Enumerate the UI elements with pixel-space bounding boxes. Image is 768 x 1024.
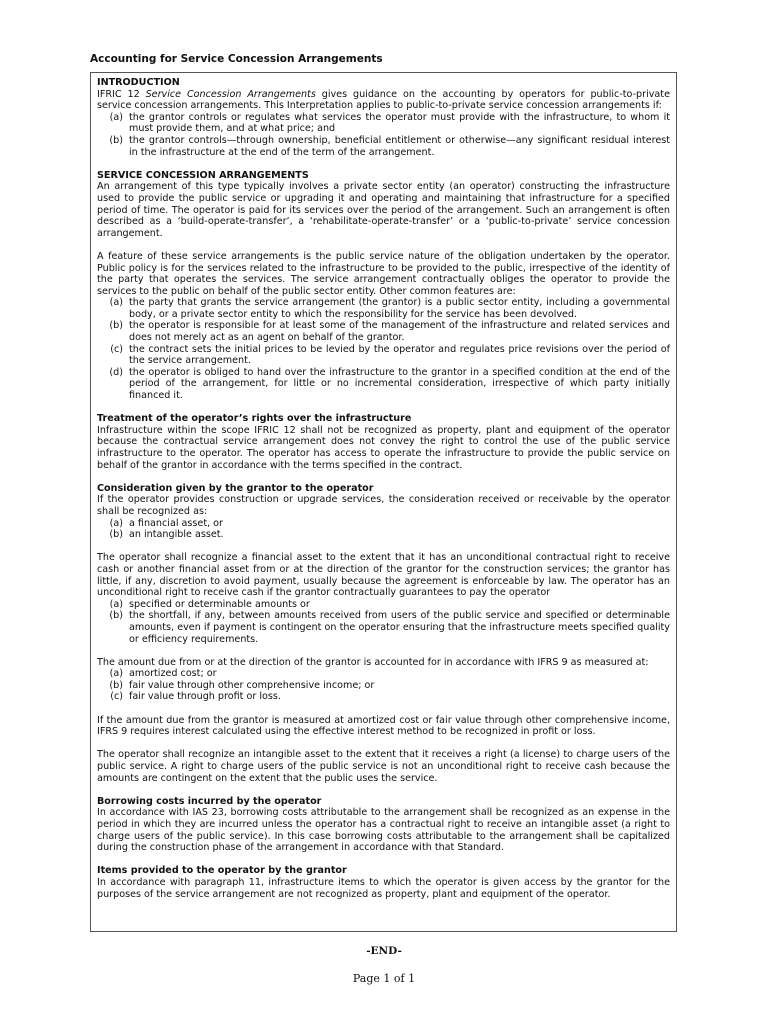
consideration-list-3 <box>97 668 670 703</box>
document-body <box>97 77 670 900</box>
document-title: Accounting for Service Concession Arrangements <box>90 53 383 65</box>
list-item: (b) fair value through other comprehensive income; or <box>109 679 375 691</box>
section-heading-consideration: Consideration given by the grantor to the operator <box>97 482 374 494</box>
intro-rest: gives guidance on the accounting by operators for public-to-private service concession arrangements. This Interpretation applies to public-to-private service concession arrangements if: <box>97 88 670 112</box>
consideration-list-2 <box>97 599 670 645</box>
list-item: (a) amortized cost; or <box>109 668 217 680</box>
list-item: (b) the grantor controls—through ownership, beneficial entitlement or otherwise—any significant residual interest in the infrastructure at the end of the term of the arrangement. <box>109 134 670 158</box>
list-item: (b) an intangible asset. <box>109 529 224 541</box>
list-item: (d) the operator is obliged to hand over the infrastructure to the grantor in a specified condition at the end of the period of the arrangement, for little or no incremental consideration, irrespective of which party initially financed it. <box>109 366 670 402</box>
sca-paragraph-1: An arrangement of this type typically involves a private sector entity (an operator) constructing the infrastructure used to provide the public service or upgrading it and operating and maintaining that infrastructure for a specified period of time. The operator is paid for its services over the period of the arrangement. Such an arrangement is often described as a ‘build-operate-transfer’, a ‘rehabilitate-operate-transfer’ or a ‘public-to-private’ service concession arrangement. <box>97 181 670 239</box>
list-item: (a) the party that grants the service arrangement (the grantor) is a public sector entity, including a governmental body, or a private sector entity to which the responsibility for the service has been devolved. <box>109 297 670 320</box>
consideration-paragraph-3: The amount due from or at the direction of the grantor is accounted for in accordance with IFRS 9 as measured at: <box>97 656 649 668</box>
intro-list <box>97 112 670 158</box>
section-heading-treatment: Treatment of the operator’s rights over the infrastructure <box>97 413 412 425</box>
consideration-paragraph-4: If the amount due from the grantor is measured at amortized cost or fair value through other comprehensive income, IFRS 9 requires interest calculated using the effective interest method to be recognized in profit or loss. <box>97 714 670 738</box>
list-item: (a) specified or determinable amounts or <box>109 598 310 610</box>
sca-list <box>97 297 670 401</box>
list-item: (a) the grantor controls or regulates what services the operator must provide with the infrastructure, to whom it must provide them, and at what price; and <box>109 111 670 135</box>
list-item: (a) a financial asset, or <box>109 517 223 529</box>
intro-ref: IFRIC 12 <box>97 88 140 100</box>
list-item: (b) the operator is responsible for at least some of the management of the infrastructure and related services and does not merely act as an agent on behalf of the grantor. <box>109 320 670 344</box>
consideration-paragraph-5: The operator shall recognize an intangible asset to the extent that it receives a right (a license) to charge users of the public service. A right to charge users of the public service is not an unconditional right to receive cash because the amounts are contingent on the extent that the public uses the service. <box>97 749 670 784</box>
list-item: (c) the contract sets the initial prices to be levied by the operator and regulates price revisions over the period of the service arrangement. <box>110 343 670 367</box>
sca-paragraph-2: A feature of these service arrangements is the public service nature of the obligation undertaken by the operator. Public policy is for the services related to the infrastructure to be provided to the public, irrespective of the identity of the party that operates the services. The service arrangement contractually obliges the operator to provide the services to the public on behalf of the public sector entity. Other common features are: <box>97 250 670 297</box>
consideration-paragraph-1: If the operator provides construction or upgrade services, the consideration received or receivable by the operator shall be recognized as: <box>97 494 670 517</box>
intro-paragraph <box>97 89 670 112</box>
list-item: (c) fair value through profit or loss. <box>110 691 281 703</box>
content-frame <box>90 72 677 932</box>
intro-italic-title: Service Concession Arrangements <box>145 88 316 100</box>
page-number: Page 1 of 1 <box>352 972 416 985</box>
consideration-paragraph-2: The operator shall recognize a financial asset to the extent that it has an unconditional contractual right to receive cash or another financial asset from or at the direction of the grantor for the construction services; the grantor has little, if any, discretion to avoid payment, usually because the agreement is enforceable by law. The operator has an unconditional right to receive cash if the grantor contractually guarantees to pay the operator <box>97 552 670 599</box>
section-heading-items-provided: Items provided to the operator by the grantor <box>97 865 347 877</box>
consideration-list-1 <box>97 518 670 541</box>
borrowing-paragraph: In accordance with IAS 23, borrowing costs attributable to the arrangement shall be recognized as an expense in the period in which they are incurred unless the operator has a contractual right to receive an intangible asset (a right to charge users of the public service). In this case borrowing costs attributable to the arrangement shall be capitalized during the construction phase of the arrangement in accordance with that Standard. <box>97 807 670 854</box>
section-heading-introduction: INTRODUCTION <box>97 77 180 88</box>
items-provided-paragraph: In accordance with paragraph 11, infrastructure items to which the operator is given access by the grantor for the purposes of the service arrangement are not recognized as property, plant and equipment of the operator. <box>97 876 670 900</box>
treatment-paragraph: Infrastructure within the scope IFRIC 12 shall not be recognized as property, plant and equipment of the operator because the contractual service arrangement does not convey the right to control the use of the public service infrastructure to the operator. The operator has access to operate the infrastructure to provide the public service on behalf of the grantor in accordance with the terms specified in the contract. <box>97 424 670 471</box>
end-marker: -END- <box>366 945 402 957</box>
list-item: (b) the shortfall, if any, between amounts received from users of the public service and specified or determinable amounts, even if payment is contingent on the operator ensuring that the infrastructure meets specified quality or efficiency requirements. <box>109 610 670 645</box>
section-heading-borrowing: Borrowing costs incurred by the operator <box>97 795 322 807</box>
section-heading-sca: SERVICE CONCESSION ARRANGEMENTS <box>97 169 309 181</box>
